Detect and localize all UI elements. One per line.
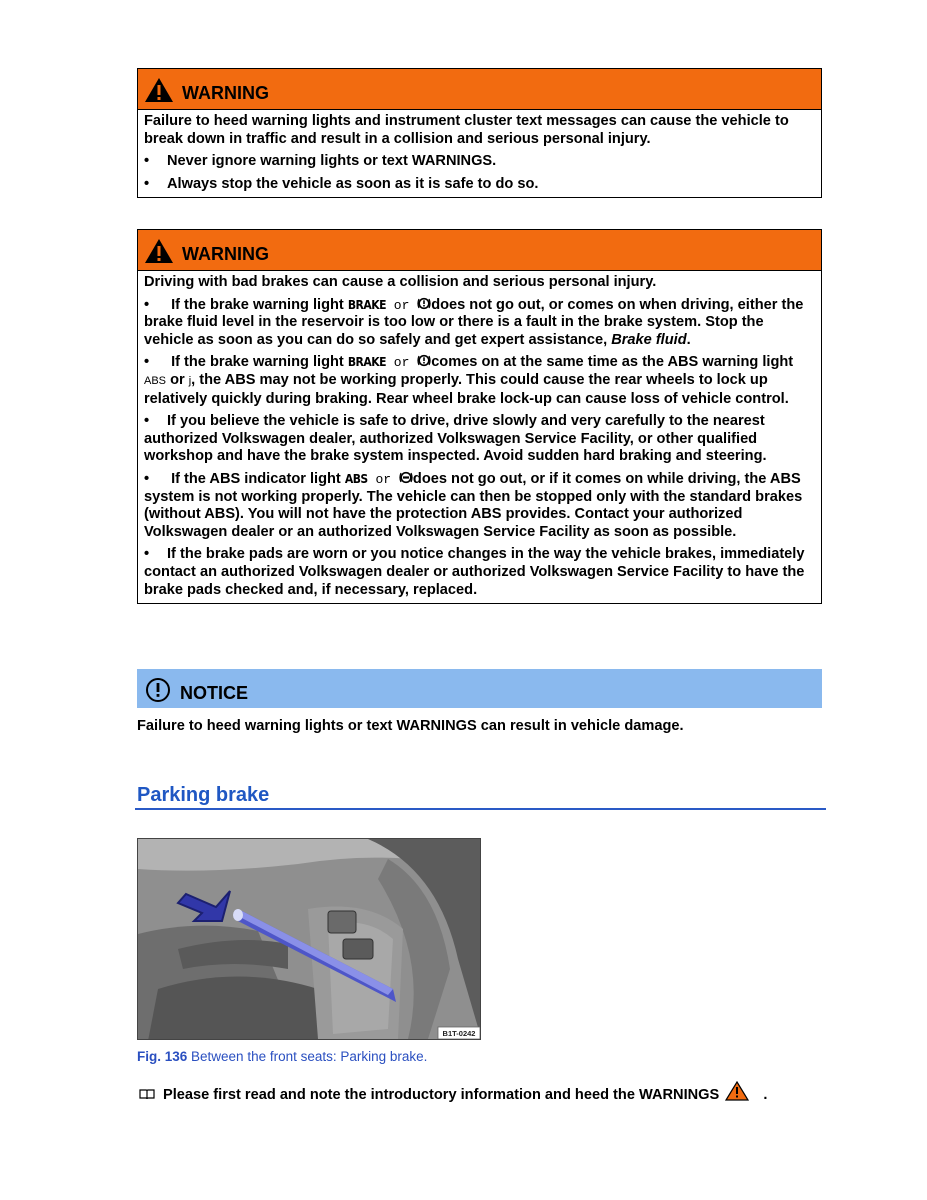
notice-heading: NOTICE	[180, 683, 249, 703]
warning-triangle-icon[interactable]	[725, 1081, 749, 1101]
brake-indicator: BRAKE	[347, 297, 386, 312]
warning-triangle-icon	[144, 77, 174, 103]
figure-number: Fig. 136	[137, 1049, 188, 1064]
warning-triangle-icon	[144, 238, 174, 264]
warning-intro: Driving with bad brakes can cause a collision and serious personal injury.	[144, 274, 657, 290]
figure-code: B1T-0242	[442, 1029, 476, 1038]
warning-heading: WARNING	[182, 83, 269, 103]
warning-bullet: • If the brake warning light BRAKE or comes on at the same time as the ABS warning light ABS or j, the ABS may not be working properly. This could cause the rear wheels to lock up relatively quickly during braking. Rear wheel brake lock-up can cause loss of vehicle control.	[144, 354, 815, 408]
brake-indicator: BRAKE	[347, 355, 386, 370]
warning-body	[138, 271, 821, 603]
brake-fluid-link[interactable]: Brake fluid	[611, 331, 687, 348]
abs-indicator: ABS	[344, 471, 368, 486]
warning-heading: WARNING	[182, 244, 269, 264]
parking-brake-figure	[137, 838, 481, 1040]
warning-bullet: • If you believe the vehicle is safe to drive, drive slowly and very carefully to the nearest authorized Volkswagen dealer, authorized Volkswagen Service Facility, or other qualified workshop and have the brake system inspected. Avoid sudden hard braking and steering.	[144, 413, 815, 466]
section-divider	[135, 808, 826, 810]
parking-brake-illustration	[138, 839, 481, 1040]
warning-bullet: • If the brake pads are worn or you notice changes in the way the vehicle brakes, immediately contact an authorized Volkswagen dealer or authorized Volkswagen Service Facility to have the brake pads checked and, if necessary, replaced.	[144, 546, 815, 599]
warning-box-1	[137, 68, 822, 198]
abs-symbol: j	[188, 374, 192, 387]
warning-box-2	[137, 229, 822, 604]
warning-bullet: • If the ABS indicator light ABS or does not go out, or if it comes on while driving, the ABS system is not working properly. The vehicle can then be stopped only with the standard brakes (without ABS). You will not have the protection ABS provides. Contact your authorized Volkswagen dealer or an authorized Volkswagen Service Facility as soon as possible.	[144, 471, 815, 541]
brake-circle-icon	[417, 297, 431, 310]
warning-header	[138, 230, 821, 271]
book-icon	[139, 1088, 155, 1100]
abs-indicator: ABS	[144, 374, 167, 387]
warning-header	[138, 69, 821, 110]
warning-body	[138, 110, 821, 197]
warning-intro: Failure to heed warning lights and instrument cluster text messages can cause the vehicle to break down in traffic and result in a collision and serious personal injury.	[144, 113, 789, 147]
warning-bullet: • Never ignore warning lights or text WARNINGS.	[144, 153, 815, 171]
abs-circle-icon	[399, 471, 413, 484]
warning-bullet: • Always stop the vehicle as soon as it is safe to do so.	[144, 176, 815, 194]
warning-bullet: • If the brake warning light BRAKE or does not go out, or comes on when driving, either the brake fluid level in the reservoir is too low or there is a fault in the brake system. Stop the vehicle as soon as you can do so safely and get expert assistance, Brake fluid.	[144, 297, 815, 350]
notice-text: Failure to heed warning lights or text WARNINGS can result in vehicle damage.	[137, 718, 684, 734]
read-note: Please first read and note the introductory information and heed the WARNINGS .	[139, 1081, 767, 1103]
notice-exclamation-icon	[145, 677, 171, 703]
notice-header	[137, 669, 822, 708]
figure-caption: Fig. 136 Between the front seats: Parking brake.	[137, 1049, 428, 1064]
section-title: Parking brake	[137, 784, 270, 806]
brake-circle-icon	[417, 354, 431, 367]
